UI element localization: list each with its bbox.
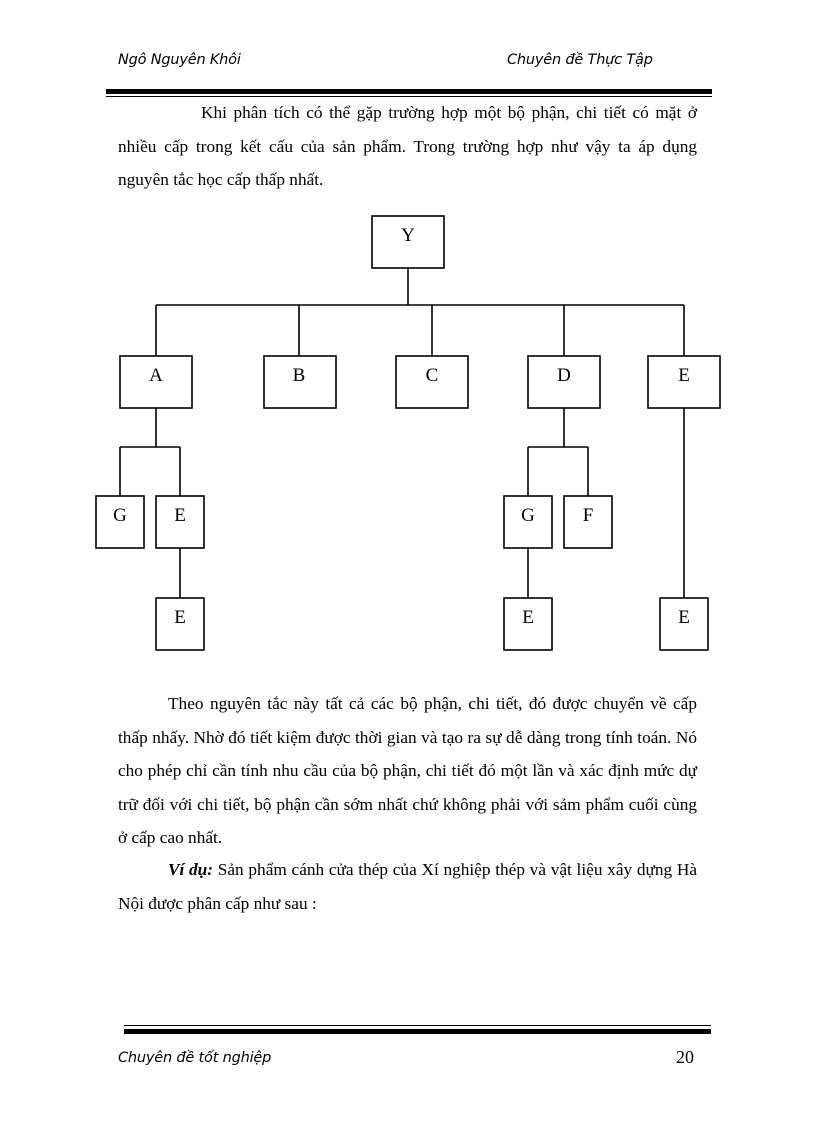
node-e: [648, 356, 720, 408]
example-label: Ví dụ:: [168, 860, 214, 879]
node-root: [372, 216, 444, 268]
example-paragraph: [118, 853, 697, 920]
node-label: B: [292, 365, 306, 386]
node-d-g-e: [504, 598, 552, 650]
header-title: Chuyên đề Thực Tập: [507, 52, 653, 68]
node-label: C: [425, 365, 439, 386]
node-a-e: [156, 496, 204, 548]
node-label: D: [557, 365, 571, 386]
node-e-e: [660, 598, 708, 650]
node-label: F: [582, 505, 594, 526]
node-label: G: [113, 505, 127, 526]
node-a: [120, 356, 192, 408]
principle-text: Theo nguyên tắc này tất cả các bộ phận, chi tiết, đó được chuyển về cấp thấp nhấy. Nhờ đó tiết kiệm được thời gian và tạo ra sự dễ dàng trong tính toán. Nó cho phép chỉ cần tính nhu cầu của bộ phận, chi tiết đó một lần và xác định mức dự trữ đối với chi tiết, bộ phận cần sớm nhất chứ không phải với sảm phẩm cuối cùng ở cấp cao nhất.: [118, 694, 697, 847]
page-number: 20: [676, 1047, 694, 1067]
node-label: G: [521, 505, 535, 526]
node-label: E: [522, 607, 534, 628]
node-label: E: [678, 365, 690, 386]
footer-rule-thin: [124, 1025, 711, 1026]
node-d: [528, 356, 600, 408]
node-label: E: [174, 607, 186, 628]
node-d-f: [564, 496, 612, 548]
node-label: E: [174, 505, 186, 526]
node-d-g: [504, 496, 552, 548]
example-text: Sản phẩm cánh cửa thép của Xí nghiệp thép và vật liệu xây dựng Hà Nội được phân cấp như sau :: [118, 860, 698, 913]
node-c: [396, 356, 468, 408]
footer-label: Chuyên đề tốt nghiệp: [118, 1050, 272, 1066]
node-label: A: [149, 365, 163, 386]
principle-paragraph: [118, 687, 697, 855]
node-label: Y: [401, 225, 415, 246]
node-label: E: [678, 607, 690, 628]
node-a-e-e: [156, 598, 204, 650]
header-author: Ngô Nguyên Khôi: [118, 52, 241, 68]
node-b: [264, 356, 336, 408]
footer-rule-thick: [124, 1029, 711, 1034]
node-a-g: [96, 496, 144, 548]
intro-text: Khi phân tích có thể gặp trường hợp một bộ phận, chi tiết có mặt ở nhiều cấp trong kết cấu của sản phẩm. Trong trường hợp như vậy ta áp dụng nguyên tắc học cấp thấp nhất.: [118, 103, 697, 189]
